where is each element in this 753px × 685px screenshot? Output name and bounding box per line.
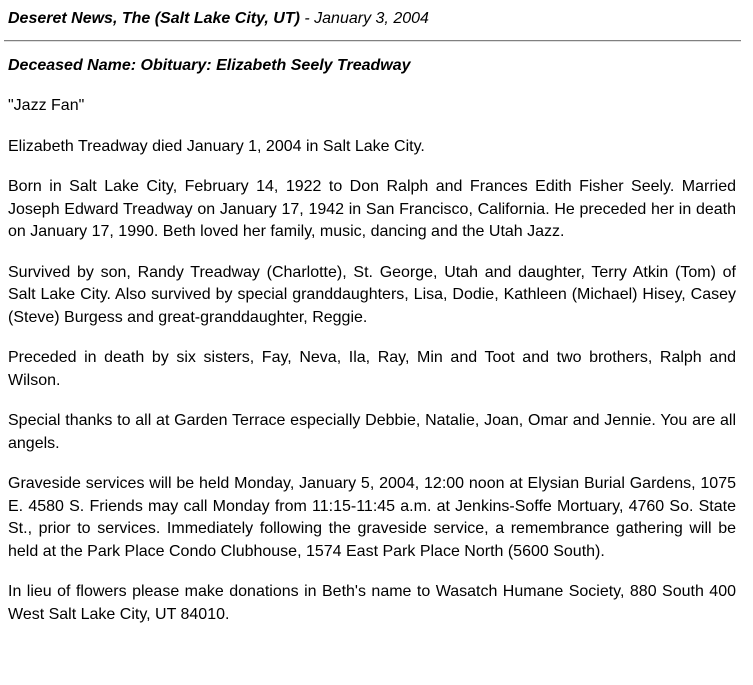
- survivors-paragraph: Survived by son, Randy Treadway (Charlotte), St. George, Utah and daughter, Terry Atkin (Tom) of Salt Lake City. Also survived by special granddaughters, Lisa, Dodie, Kathleen (Michael) Hisey, Casey (Steve) Burgess and great-granddaughter, Reggie.: [8, 263, 736, 326]
- citation-separator: -: [299, 10, 315, 27]
- thanks-paragraph: Special thanks to all at Garden Terrace especially Debbie, Natalie, Joan, Omar and Jennie. You are all angels.: [8, 412, 736, 452]
- services-paragraph: Graveside services will be held Monday, January 5, 2004, 12:00 noon at Elysian Burial Gardens, 1075 E. 4580 S. Friends may call Monday from 11:15-11:45 a.m. at Jenkins-Soffe Mortuary, 4760 So. State St., prior to services. Immediately following the graveside service, a remembrance gathering will be held at the Park Place Condo Clubhouse, 1574 East Park Place North (5600 South).: [8, 475, 736, 560]
- obituary-body: [8, 95, 736, 644]
- deceased-name-heading: Deceased Name: Obituary: Elizabeth Seely Treadway: [8, 57, 411, 74]
- source-citation: [8, 9, 429, 29]
- horizontal-divider: [4, 40, 741, 42]
- preceded-in-death-paragraph: Preceded in death by six sisters, Fay, Neva, Ila, Ray, Min and Toot and two brothers, Ralph and Wilson.: [8, 349, 736, 389]
- biography-paragraph: Born in Salt Lake City, February 14, 1922 to Don Ralph and Frances Edith Fisher Seely. Married Joseph Edward Treadway on January 17, 1942 in San Francisco, California. He preceded her in death on January 17, 1990. Beth loved her family, music, dancing and the Utah Jazz.: [8, 178, 736, 240]
- death-notice-paragraph: Elizabeth Treadway died January 1, 2004 in Salt Lake City.: [8, 137, 425, 155]
- donations-paragraph: In lieu of flowers please make donations in Beth's name to Wasatch Humane Society, 880 South 400 West Salt Lake City, UT 84010.: [8, 583, 736, 623]
- tagline-paragraph: "Jazz Fan": [8, 97, 85, 114]
- publication-name: Deseret News, The (Salt Lake City, UT): [8, 10, 300, 27]
- publication-date: January 3, 2004: [314, 10, 429, 27]
